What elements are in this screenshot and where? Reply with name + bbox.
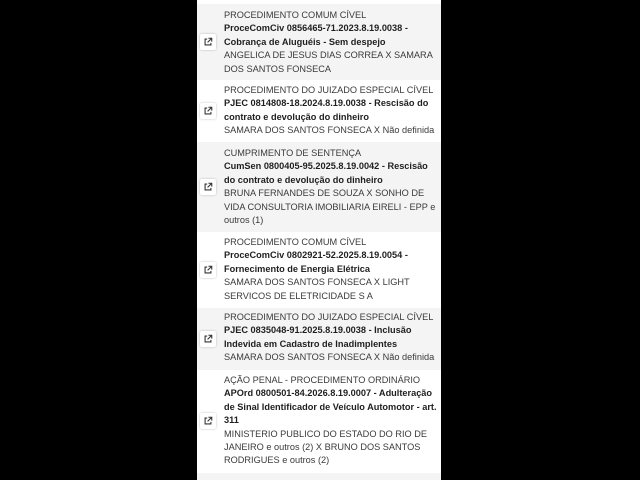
external-link-icon: [203, 37, 213, 47]
process-class: PROCEDIMENTO DO JUIZADO ESPECIAL CÍVEL: [224, 312, 434, 322]
process-parties: SAMARA DOS SANTOS FONSECA X Não definida: [224, 125, 435, 136]
process-class: PROCEDIMENTO DO JUIZADO ESPECIAL CÍVEL: [224, 85, 434, 95]
process-list-panel: [197, 0, 441, 480]
process-list-item[interactable]: [197, 4, 441, 80]
process-parties: MINISTERIO PUBLICO DO ESTADO DO RIO DE JANEIRO e outros (2) X BRUNO DOS SANTOS RODRIGUES e outros (2): [224, 428, 427, 466]
process-list-item[interactable]: [197, 370, 441, 473]
external-link-icon: [203, 182, 213, 192]
external-link-icon: [203, 106, 213, 116]
process-list-item[interactable]: [197, 142, 441, 232]
process-info: [224, 311, 438, 365]
external-link-icon: [203, 334, 213, 344]
open-process-button[interactable]: [200, 413, 216, 429]
open-process-button[interactable]: [200, 262, 216, 278]
process-title-link[interactable]: PJEC 0835048-91.2025.8.19.0038 - Inclusão Indevida em Cadastro de Inadimplentes: [224, 325, 412, 349]
process-list-item[interactable]: [197, 80, 441, 142]
external-link-icon: [203, 265, 213, 275]
process-title-link[interactable]: CumSen 0800405-95.2025.8.19.0042 - Rescisão do contrato e devolução do dinheiro: [224, 161, 428, 185]
process-title-link[interactable]: PJEC 0814808-18.2024.8.19.0038 - Rescisão do contrato e devolução do dinheiro: [224, 98, 429, 122]
process-info: [224, 84, 438, 138]
process-list-item[interactable]: [197, 232, 441, 308]
open-process-button[interactable]: [200, 103, 216, 119]
external-link-icon: [203, 416, 213, 426]
open-process-button[interactable]: [200, 331, 216, 347]
process-class: PROCEDIMENTO COMUM CÍVEL: [224, 10, 367, 20]
process-class: CUMPRIMENTO DE SENTENÇA: [224, 148, 362, 158]
open-process-button[interactable]: [200, 179, 216, 195]
process-parties: ANGELICA DE JESUS DIAS CORREA X SAMARA DOS SANTOS FONSECA: [224, 50, 433, 74]
process-info: [224, 9, 438, 76]
process-class: AÇÃO PENAL - PROCEDIMENTO ORDINÁRIO: [224, 375, 421, 385]
process-parties: SAMARA DOS SANTOS FONSECA X LIGHT SERVICOS DE ELETRICIDADE S A: [224, 277, 410, 301]
process-class: PROCEDIMENTO COMUM CÍVEL: [224, 237, 367, 247]
process-info: [224, 374, 438, 468]
process-list-item[interactable]: [197, 308, 441, 370]
process-title-link[interactable]: APOrd 0800501-84.2026.8.19.0007 - Adulteração de Sinal Identificador de Veículo Automotor - art. 311: [224, 388, 437, 426]
process-title-link[interactable]: ProceComCiv 0802921-52.2025.8.19.0054 - Fornecimento de Energia Elétrica: [224, 250, 408, 274]
process-parties: BRUNA FERNANDES DE SOUZA X SONHO DE VIDA CONSULTORIA IMOBILIARIA EIRELI - EPP e outros (1): [224, 188, 436, 226]
process-title-link[interactable]: ProceComCiv 0856465-71.2023.8.19.0038 - Cobrança de Aluguéis - Sem despejo: [224, 23, 408, 47]
next-list-item-partial: [197, 473, 441, 480]
process-parties: SAMARA DOS SANTOS FONSECA X Não definida: [224, 352, 435, 363]
process-info: [224, 236, 438, 303]
open-process-button[interactable]: [200, 34, 216, 50]
process-info: [224, 147, 438, 227]
